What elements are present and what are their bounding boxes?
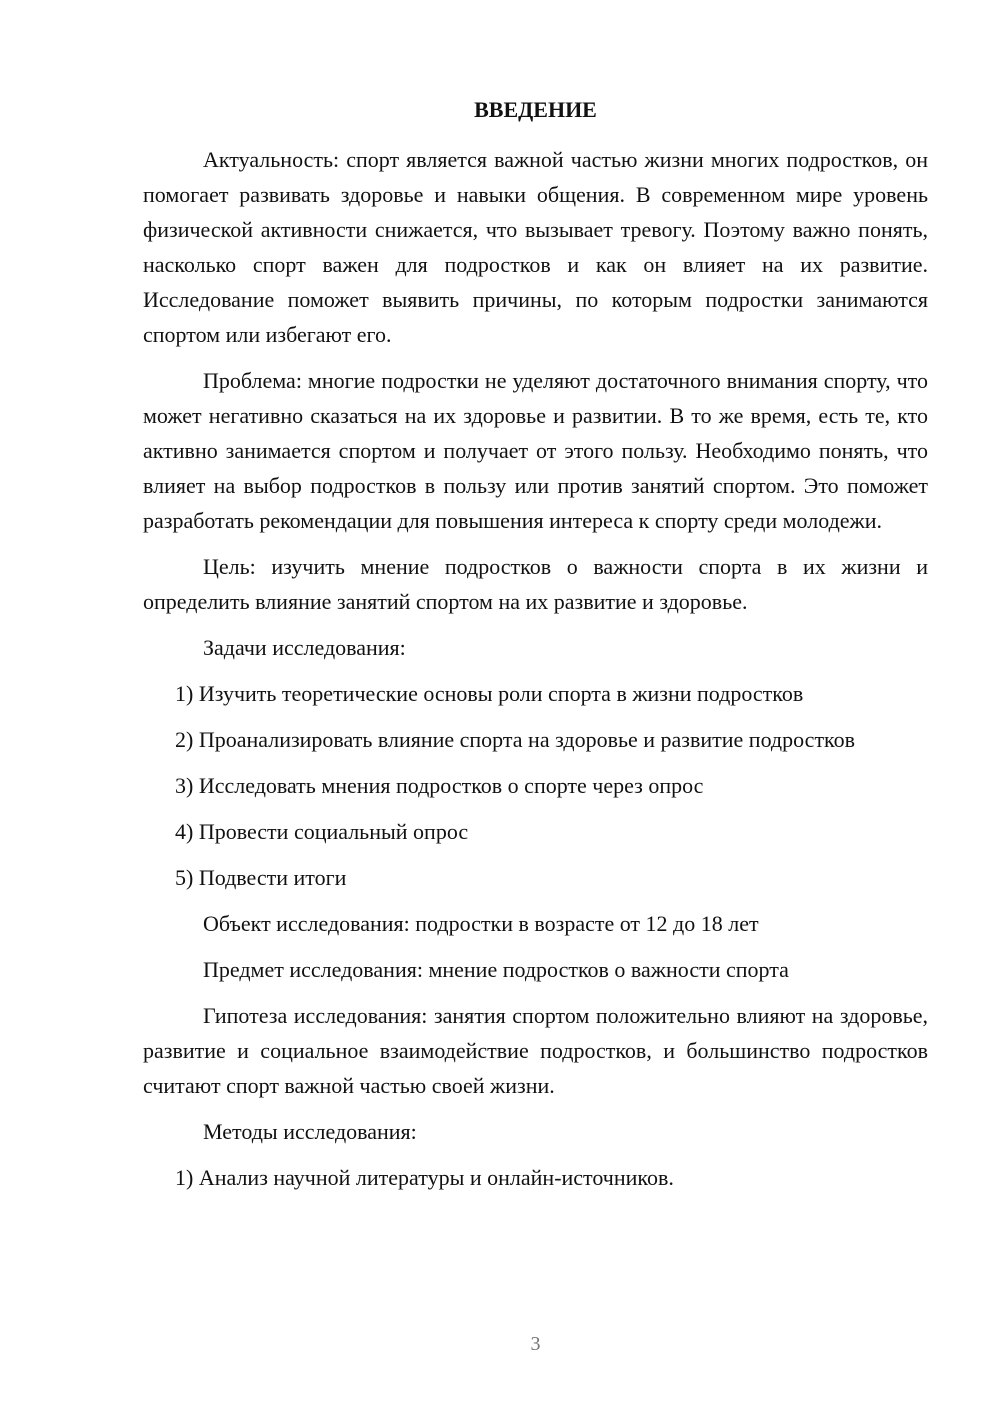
- task-item: 1) Изучить теоретические основы роли спорта в жизни подростков: [175, 681, 804, 706]
- hypothesis-paragraph: Гипотеза исследования: занятия спортом положительно влияют на здоровье, развитие и социальное взаимодействие подростков, и большинство подростков считают спорт важной частью своей жизни.: [143, 1003, 928, 1098]
- task-item: 4) Провести социальный опрос: [175, 819, 469, 844]
- method-item: 1) Анализ научной литературы и онлайн-источников.: [175, 1165, 674, 1190]
- subject-paragraph: Предмет исследования: мнение подростков о важности спорта: [203, 957, 789, 982]
- page-title: ВВЕДЕНИЕ: [474, 97, 597, 122]
- document-body: [143, 92, 928, 1206]
- problem-paragraph: Проблема: многие подростки не уделяют достаточного внимания спорту, что может негативно сказаться на их здоровье и развитии. В то же время, есть те, кто активно занимается спортом и получает от этого пользу. Необходимо понять, что влияет на выбор подростков в пользу или против занятий спортом. Это поможет разработать рекомендации для повышения интереса к спорту среди молодежи.: [143, 368, 928, 533]
- task-item: 2) Проанализировать влияние спорта на здоровье и развитие подростков: [175, 727, 856, 752]
- relevance-paragraph: Актуальность: спорт является важной частью жизни многих подростков, он помогает развивать здоровье и навыки общения. В современном мире уровень физической активности снижается, что вызывает тревогу. Поэтому важно понять, насколько спорт важен для подростков и как он влияет на их развитие. Исследование поможет выявить причины, по которым подростки занимаются спортом или избегают его.: [143, 147, 928, 347]
- task-item: 5) Подвести итоги: [175, 865, 347, 890]
- goal-paragraph: Цель: изучить мнение подростков о важности спорта в их жизни и определить влияние занятий спортом на их развитие и здоровье.: [143, 554, 928, 614]
- object-paragraph: Объект исследования: подростки в возрасте от 12 до 18 лет: [203, 911, 759, 936]
- task-item: 3) Исследовать мнения подростков о спорте через опрос: [175, 773, 704, 798]
- tasks-heading: Задачи исследования:: [203, 635, 406, 660]
- page-number: 3: [530, 1333, 541, 1355]
- methods-heading: Методы исследования:: [203, 1119, 417, 1144]
